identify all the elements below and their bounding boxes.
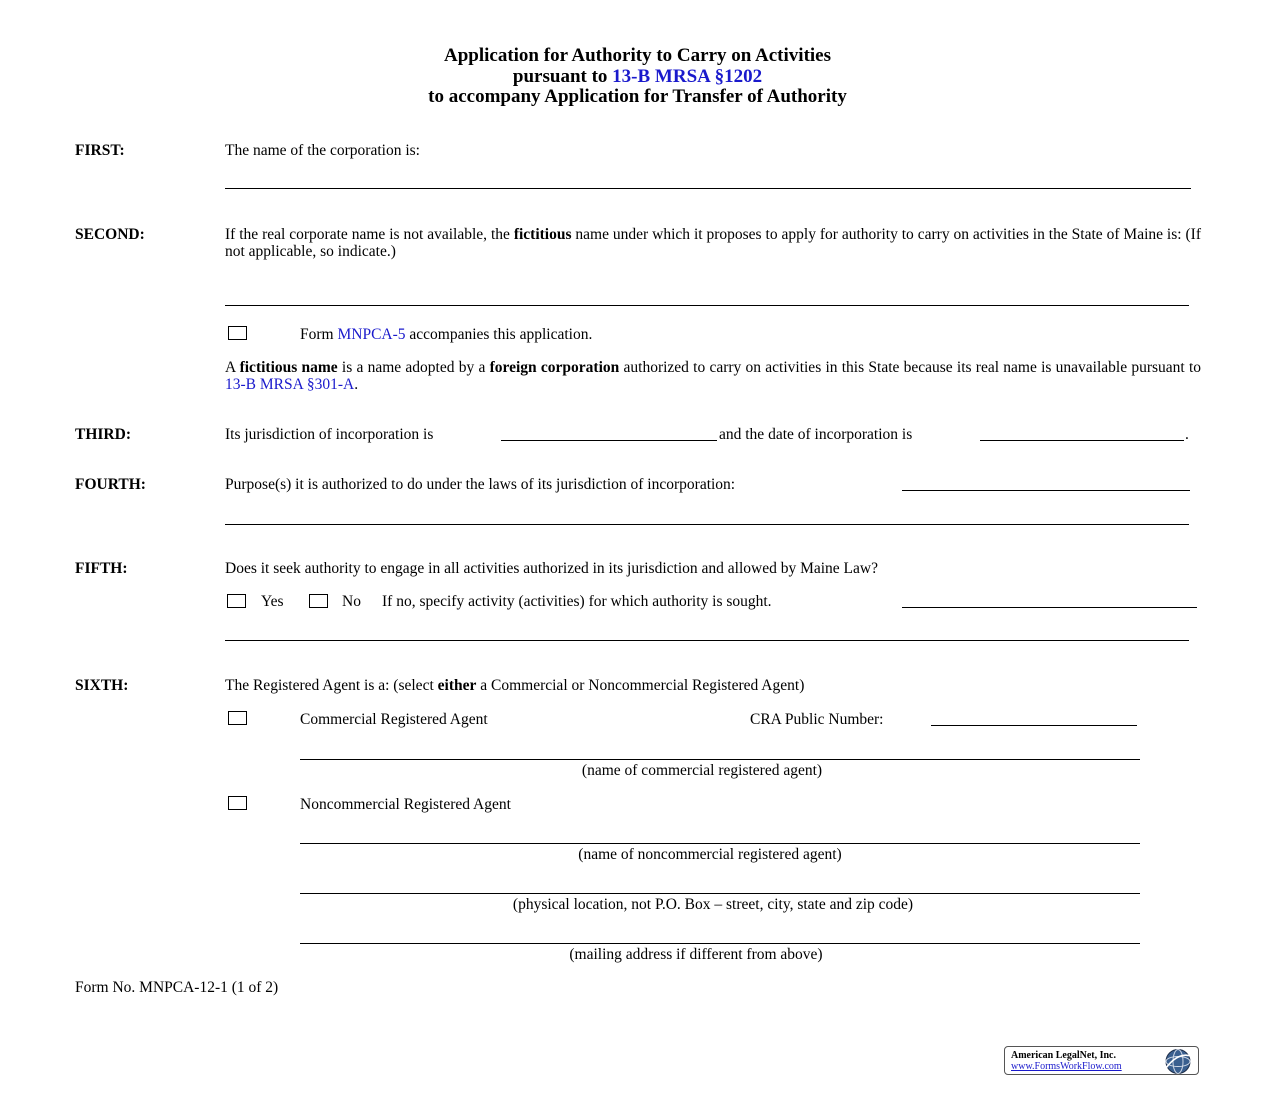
third-text-end: .: [1185, 426, 1189, 443]
third-text-b: and the date of incorporation is: [719, 426, 913, 443]
second-label: SECOND:: [75, 226, 145, 243]
noncommercial-agent-checkbox[interactable]: [228, 796, 247, 810]
yes-label: Yes: [261, 593, 284, 610]
purpose-field-2[interactable]: [225, 524, 1189, 525]
purpose-field-1[interactable]: [902, 490, 1190, 491]
fifth-question: Does it seek authority to engage in all activities authorized in its jurisdiction and allowed by Maine Law?: [225, 560, 878, 577]
cra-number-label: CRA Public Number:: [750, 711, 884, 728]
mnpca5-link[interactable]: MNPCA-5: [337, 326, 406, 343]
fourth-label: FOURTH:: [75, 476, 146, 493]
jurisdiction-field[interactable]: [501, 440, 717, 441]
second-text: If the real corporate name is not available, the fictitious name under which it proposes to apply for authority to carry on activities in the State of Maine is: (If not applicable, so indicate.): [225, 226, 1201, 260]
commercial-agent-name-field[interactable]: [300, 759, 1140, 760]
commercial-agent-caption: (name of commercial registered agent): [581, 762, 823, 779]
incorporation-date-field[interactable]: [980, 440, 1184, 441]
title-line-3: to accompany Application for Transfer of Authority: [428, 86, 847, 107]
title-line-1: Application for Authority to Carry on Activities: [443, 45, 831, 66]
statute-link-1202[interactable]: 13-B MRSA §1202: [612, 65, 763, 87]
no-checkbox[interactable]: [309, 594, 328, 608]
fictitious-definition: A fictitious name is a name adopted by a foreign corporation authorized to carry on activities in this State because its real name is unavailable pursuant to 13-B MRSA §301-A.: [225, 359, 1202, 393]
fifth-label: FIFTH:: [75, 560, 128, 577]
sixth-label: SIXTH:: [75, 677, 129, 694]
form-title: [0, 46, 1275, 108]
noncommercial-agent-name-field[interactable]: [300, 843, 1140, 844]
logo-url[interactable]: www.FormsWorkFlow.com: [1011, 1061, 1122, 1072]
physical-location-field[interactable]: [300, 893, 1140, 894]
mnpca5-checkbox[interactable]: [228, 326, 247, 340]
specify-text: If no, specify activity (activities) for which authority is sought.: [382, 593, 772, 610]
no-label: No: [342, 593, 361, 610]
commercial-agent-label: Commercial Registered Agent: [300, 711, 488, 728]
mnpca5-text: Form MNPCA-5 accompanies this application.: [300, 326, 593, 343]
noncommercial-agent-caption: (name of noncommercial registered agent): [578, 846, 842, 863]
statute-link-301a[interactable]: 13-B MRSA §301-A: [225, 376, 355, 393]
logo-company-name: American LegalNet, Inc.: [1011, 1050, 1116, 1061]
mailing-address-caption: (mailing address if different from above): [569, 946, 823, 963]
third-label: THIRD:: [75, 426, 131, 443]
mailing-address-field[interactable]: [300, 943, 1140, 944]
activities-field-2[interactable]: [225, 640, 1189, 641]
first-label: FIRST:: [75, 142, 125, 159]
sixth-text: The Registered Agent is a: (select either a Commercial or Noncommercial Registered Agent): [225, 677, 805, 694]
title-line-2: pursuant to 13-B MRSA §1202: [512, 65, 763, 87]
commercial-agent-checkbox[interactable]: [228, 711, 247, 725]
first-text: The name of the corporation is:: [225, 142, 420, 159]
cra-number-field[interactable]: [931, 725, 1137, 726]
form-number: Form No. MNPCA-12-1 (1 of 2): [75, 979, 279, 996]
fictitious-name-field[interactable]: [225, 305, 1189, 306]
activities-field-1[interactable]: [902, 607, 1197, 608]
globe-icon: [1160, 1048, 1196, 1075]
legalnet-logo[interactable]: [1004, 1046, 1199, 1075]
third-text-a: Its jurisdiction of incorporation is: [225, 426, 434, 443]
physical-location-caption: (physical location, not P.O. Box – street, city, state and zip code): [512, 896, 914, 913]
noncommercial-agent-label: Noncommercial Registered Agent: [300, 796, 511, 813]
yes-checkbox[interactable]: [227, 594, 246, 608]
fourth-text: Purpose(s) it is authorized to do under the laws of its jurisdiction of incorporation:: [225, 476, 736, 493]
corporation-name-field[interactable]: [225, 188, 1191, 189]
